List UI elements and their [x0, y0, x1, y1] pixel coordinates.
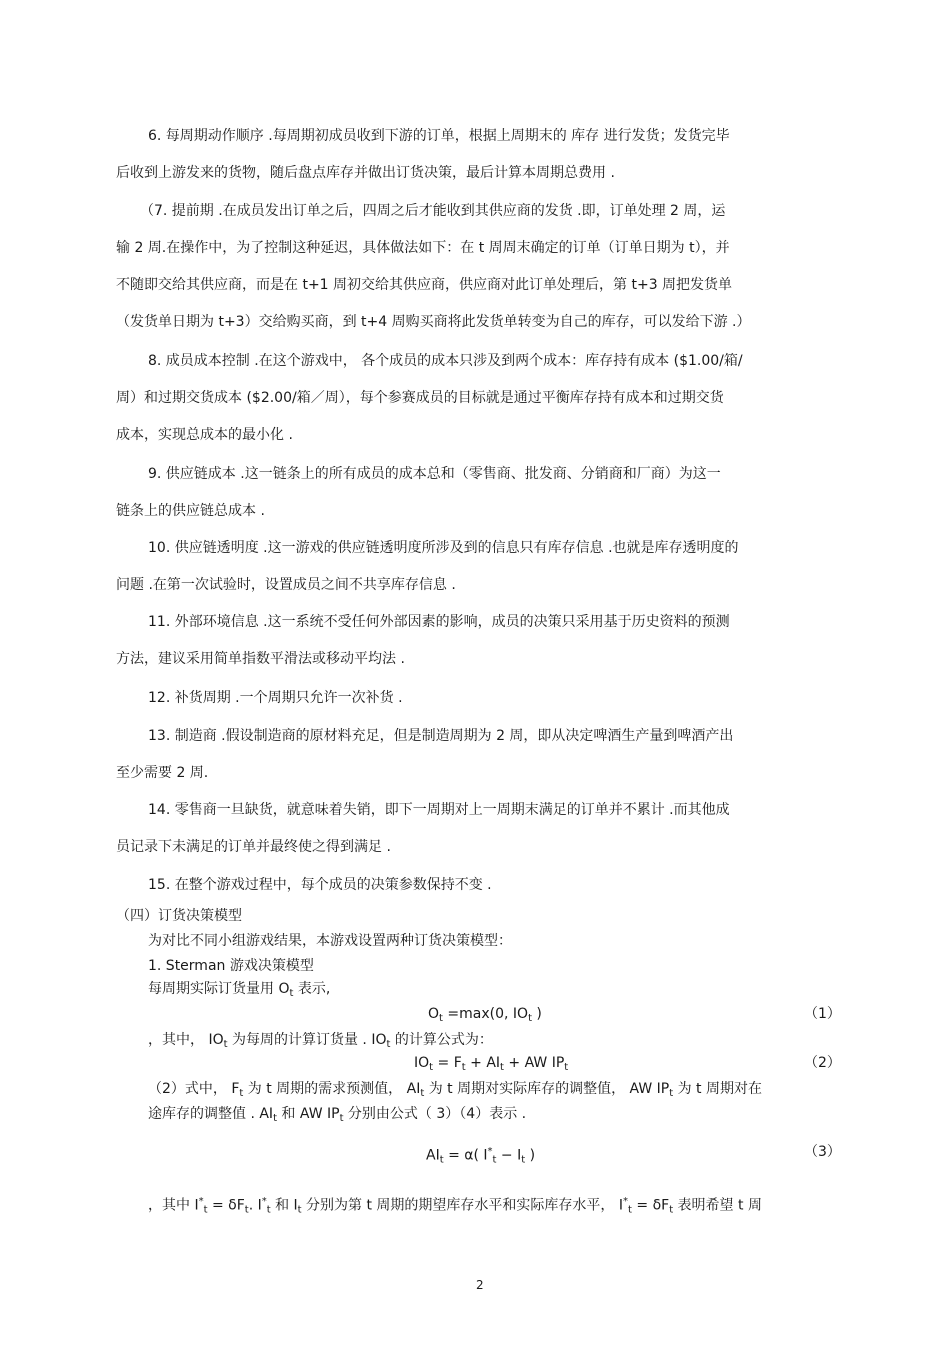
- equation-2: $IO_t = F_t + AI_t$ + AW $IP_t$: [414, 1055, 569, 1073]
- p7-line-4: （发货单日期为 t+3）交给购买商，到 t+4 周购买商将此发货单转变为自己的库存，可以发给下游 .）: [116, 314, 751, 330]
- model1-line1: 每周期实际订货量用 $O_t$ 表示,: [148, 981, 331, 999]
- p13-line-1: 13. 制造商 .假设制造商的原材料充足，但是制造周期为 2 周，即从决定啤酒生产量到啤酒产出: [148, 728, 734, 744]
- page-number: 2: [476, 1278, 484, 1292]
- p7-line-1: （7. 提前期 .在成员发出订单之后，四周之后才能收到其供应商的发货 .即，订单处理 2 周，运: [140, 203, 726, 219]
- p13-line-2: 至少需要 2 周.: [116, 765, 209, 781]
- p6-line-2: 后收到上游发来的货物，随后盘点库存并做出订货决策，最后计算本周期总费用 .: [116, 165, 615, 181]
- p7-line-2: 输 2 周.在操作中，为了控制这种延迟，具体做法如下：在 t 周周末确定的订单（订单日期为 t），并: [116, 240, 730, 256]
- explain-line-2: 途库存的调整值 . $AI_t$ 和 AW $IP_t$ 分别由公式（ 3）（4）表示 .: [148, 1106, 527, 1124]
- equation-3: $AI_t = \alpha$( $I^*_t - I_t$ ): [426, 1146, 536, 1166]
- p14-line-2: 员记录下未满足的订单并最终使之得到满足 .: [116, 839, 391, 855]
- where-line-3: ，其中 $I^*_t = \delta F_t$. $I^*_t$ 和 $I_t$ 分别为第 t 周期的期望库存水平和实际库存水平， $I^*_t = \delta F_t$ 表明希望 t 周: [148, 1196, 762, 1216]
- p8-line-2: 周）和过期交货成本 ($2.00/箱／周），每个参赛成员的目标就是通过平衡库存持有成本和过期交货: [116, 390, 724, 406]
- equation-1: $O_t =\max(0$, $IO_t$ ): [428, 1006, 542, 1024]
- p12-line-1: 12. 补货周期 .一个周期只允许一次补货 .: [148, 690, 403, 706]
- p9-line-2: 链条上的供应链总成本 .: [116, 503, 265, 519]
- equation-3-number: （3）: [804, 1144, 841, 1160]
- p9-line-1: 9. 供应链成本 .这一链条上的所有成员的成本总和（零售商、批发商、分销商和厂商）为这一: [148, 466, 721, 482]
- p7-line-3: 不随即交给其供应商，而是在 t+1 周初交给其供应商，供应商对此订单处理后，第 t+3 周把发货单: [116, 277, 733, 293]
- where-line-1: ，其中， $IO_t$ 为每周的计算订货量 . $IO_t$ 的计算公式为：: [148, 1032, 493, 1050]
- model-intro: 为对比不同小组游戏结果，本游戏设置两种订货决策模型：: [148, 933, 512, 949]
- p8-line-1: 8. 成员成本控制 .在这个游戏中， 各个成员的成本只涉及到两个成本：库存持有成本 ($1.00/箱/: [148, 353, 743, 369]
- equation-1-number: （1）: [804, 1006, 841, 1022]
- explain-line-1: （2）式中， $F_t$ 为 t 周期的需求预测值， $AI_t$ 为 t 周期对实际库存的调整值， AW $IP_t$ 为 t 周期对在: [148, 1081, 762, 1099]
- p6-line-1: 6. 每周期动作顺序 .每周期初成员收到下游的订单，根据上周期末的 库存 进行发货；发货完毕: [148, 128, 730, 144]
- p11-line-2: 方法，建议采用简单指数平滑法或移动平均法 .: [116, 651, 405, 667]
- p10-line-2: 问题 .在第一次试验时，设置成员之间不共享库存信息 .: [116, 577, 456, 593]
- model1-title: 1. Sterman 游戏决策模型: [148, 958, 314, 974]
- p15-line-1: 15. 在整个游戏过程中，每个成员的决策参数保持不变 .: [148, 877, 492, 893]
- equation-2-number: （2）: [804, 1055, 841, 1071]
- p10-line-1: 10. 供应链透明度 .这一游戏的供应链透明度所涉及到的信息只有库存信息 .也就是库存透明度的: [148, 540, 739, 556]
- section-heading: （四）订货决策模型: [116, 908, 242, 924]
- p11-line-1: 11. 外部环境信息 .这一系统不受任何外部因素的影响，成员的决策只采用基于历史资料的预测: [148, 614, 730, 630]
- p8-line-3: 成本，实现总成本的最小化 .: [116, 427, 293, 443]
- p14-line-1: 14. 零售商一旦缺货，就意味着失销，即下一周期对上一周期末满足的订单并不累计 .而其他成: [148, 802, 730, 818]
